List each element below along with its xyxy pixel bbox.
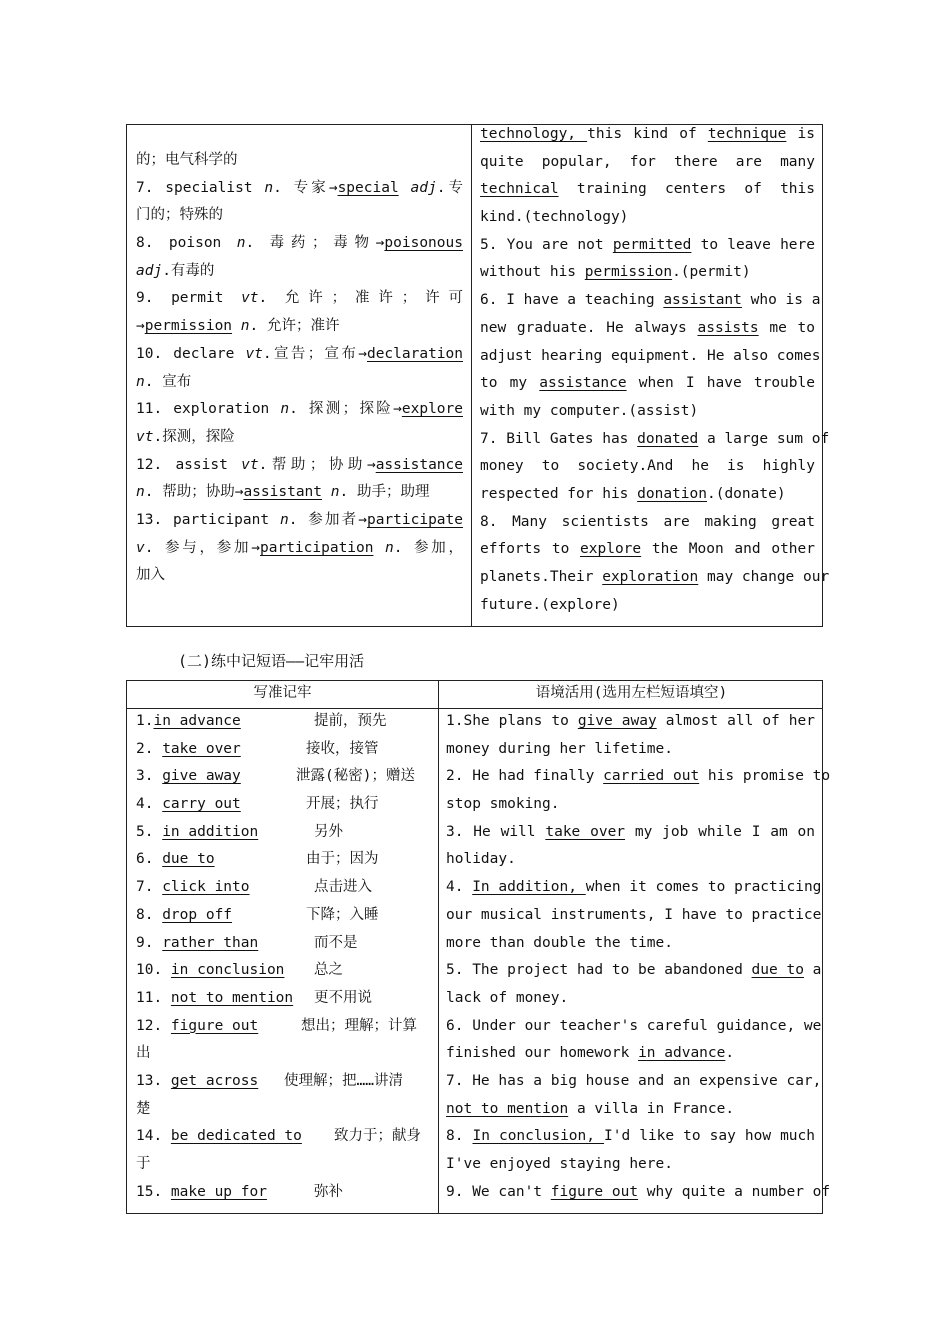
text-segment: new graduate. He always: [480, 319, 698, 336]
text-line: [446, 930, 815, 958]
text-segment: the Moon and other: [641, 541, 815, 558]
answer-blank: give away: [577, 713, 657, 729]
text-segment: . 探测；探险→: [289, 401, 402, 418]
phrase-text: take over: [162, 740, 241, 757]
phrase-meaning: 点击进入: [314, 879, 372, 896]
text-segment: .有毒的: [162, 262, 215, 279]
text-line: [480, 564, 830, 592]
text-segment: [399, 180, 411, 196]
answer-blank: due to: [751, 962, 804, 979]
text-segment: my job while I am on: [625, 823, 816, 840]
text-segment: 7. specialist: [136, 179, 265, 196]
text-line: [480, 398, 815, 426]
text-segment: with my computer.(assist): [480, 402, 699, 419]
text-line: [480, 315, 815, 343]
phrase-item: [136, 1123, 432, 1151]
text-segment: [374, 540, 386, 556]
text-segment: →: [136, 318, 145, 335]
text-segment: 6. I have a teaching: [480, 292, 664, 309]
phrase-meaning: 想出；理解；计算: [301, 1017, 417, 1034]
text-segment: 1.She plans to: [446, 713, 578, 729]
phrase-text: figure out: [170, 1017, 259, 1034]
text-segment: when I have trouble: [626, 375, 815, 392]
phrase-item: [136, 846, 432, 874]
text-line: [136, 507, 463, 535]
text-segment: 9. We can't: [446, 1183, 551, 1200]
text-line: [480, 509, 815, 537]
text-segment: [232, 318, 241, 334]
text-segment: .专: [436, 179, 463, 196]
phrase-meaning: 接收，接管: [306, 740, 379, 757]
text-segment: .(donate): [706, 485, 786, 502]
answer-blank: not to mention: [446, 1100, 569, 1117]
text-line: [136, 258, 463, 286]
vocab-right-column: [480, 121, 830, 626]
text-segment: me to: [758, 319, 815, 336]
phrase-column-divider: [438, 681, 439, 1213]
text-line: [446, 791, 815, 819]
text-segment: a large sum of: [698, 430, 830, 447]
text-segment: . 参与，参加→: [144, 539, 260, 556]
phrase-text: in addition: [162, 823, 259, 840]
text-line: [480, 426, 830, 454]
phrase-meaning: 开展；执行: [306, 796, 379, 813]
text-segment: his promise to: [699, 768, 831, 785]
text-segment: why quite a number of: [638, 1183, 831, 1200]
answer-blank: donation: [637, 485, 707, 502]
text-segment: more than double the time.: [446, 934, 673, 951]
text-line: [136, 424, 463, 452]
phrase-text: make up for: [170, 1183, 267, 1200]
phrase-item: [136, 819, 432, 847]
phrase-item: [136, 1179, 432, 1207]
text-segment: 13. participant: [136, 511, 280, 528]
phrase-left-column: [136, 708, 432, 1213]
text-segment: . 允许；准许；许可: [258, 290, 463, 307]
text-segment: training centers of this: [558, 181, 815, 198]
phrase-header-right: 语境活用(选用左栏短语填空): [535, 685, 728, 701]
answer-blank: exploration: [602, 569, 699, 585]
text-segment: 11. exploration: [136, 401, 281, 418]
part-of-speech: n: [240, 318, 250, 335]
text-line: [136, 396, 463, 424]
answer-blank: permission: [144, 318, 233, 335]
part-of-speech: n: [236, 235, 246, 252]
answer-blank: technology,: [480, 126, 588, 142]
text-line: [446, 874, 822, 902]
text-line: [136, 202, 463, 230]
answer-blank: permitted: [612, 236, 692, 253]
text-line: [446, 736, 815, 764]
answer-blank: technique: [707, 126, 787, 142]
text-segment: 加入: [136, 567, 165, 584]
text-segment: . 参加者→: [288, 511, 367, 528]
text-line: [480, 453, 815, 481]
text-line: [480, 592, 815, 620]
text-line: [480, 287, 821, 315]
phrase-number: 13.: [136, 1072, 171, 1089]
part-of-speech: n: [385, 539, 394, 556]
phrase-item: [136, 708, 432, 736]
section-title: (二)练中记短语——记牢用活: [178, 652, 365, 670]
text-segment: .: [725, 1045, 735, 1062]
part-of-speech: n: [136, 484, 145, 501]
text-line: [446, 1096, 815, 1124]
answer-blank: explore: [401, 401, 463, 418]
vocab-column-divider: [471, 125, 472, 626]
answer-blank: assistant: [243, 484, 323, 501]
phrase-meaning: 由于；因为: [306, 851, 379, 868]
text-line: [480, 176, 815, 204]
text-line: [446, 902, 822, 930]
phrase-item: [136, 763, 432, 791]
text-segment: .帮助；协助→: [258, 456, 376, 473]
text-segment: .宣告；宣布→: [262, 345, 367, 362]
phrase-number: 15.: [136, 1183, 171, 1200]
text-segment: . 专家→: [273, 179, 338, 196]
phrase-number: 9.: [136, 934, 163, 951]
text-segment: 5. You are not: [480, 236, 613, 253]
text-segment: .探测，探险: [153, 428, 235, 445]
part-of-speech: n: [136, 373, 145, 390]
text-line: [446, 846, 815, 874]
text-line: [480, 149, 815, 177]
part-of-speech: adj: [410, 179, 437, 196]
phrase-table: [126, 680, 831, 1214]
text-segment: . 参加，: [393, 539, 463, 556]
phrase-number: 4.: [136, 796, 163, 813]
phrase-number: 11.: [136, 989, 171, 1006]
phrase-meaning: 而不是: [314, 934, 358, 951]
phrase-meaning: 弥补: [314, 1183, 343, 1200]
part-of-speech: vt: [245, 345, 263, 362]
phrase-number: 3.: [136, 768, 163, 785]
answer-blank: in advance: [638, 1045, 726, 1062]
phrase-item: [136, 957, 432, 985]
answer-blank: take over: [545, 823, 626, 840]
text-segment: 9. permit: [136, 290, 242, 307]
text-segment: when it comes to practicing: [585, 879, 822, 896]
text-segment: 3. He will: [446, 823, 546, 840]
text-segment: 7. He has a big house and an expensive car,: [446, 1072, 822, 1089]
phrase-text: click into: [162, 879, 250, 896]
phrase-header-left: 写准记牢: [253, 685, 312, 701]
text-segment: I'd like to say how much: [604, 1128, 815, 1145]
answer-blank: carried out: [603, 768, 700, 785]
phrase-text: get across: [170, 1072, 259, 1089]
phrase-text: not to mention: [170, 989, 294, 1006]
answer-blank: permission: [584, 264, 673, 281]
text-segment: finished our homework: [446, 1045, 639, 1062]
phrase-right-column: [446, 708, 831, 1213]
phrase-meaning: 提前，预先: [314, 713, 387, 729]
text-segment: quite popular, for there are many: [480, 153, 815, 170]
answer-blank: assistant: [663, 292, 742, 309]
text-segment: without his: [480, 264, 585, 281]
text-segment: to leave here: [691, 236, 815, 253]
text-line: [480, 204, 815, 232]
part-of-speech: n: [264, 179, 274, 196]
part-of-speech: n: [330, 484, 340, 501]
answer-blank: figure out: [550, 1183, 639, 1200]
phrase-number: 12.: [136, 1017, 171, 1034]
text-segment: 8.: [446, 1128, 473, 1145]
phrase-item: [136, 930, 432, 958]
text-segment: 10. declare: [136, 345, 246, 362]
answer-blank: explore: [580, 541, 642, 558]
text-line: [136, 341, 463, 369]
text-segment: .(permit): [672, 264, 751, 281]
phrase-item: [136, 736, 432, 764]
text-line: [136, 452, 463, 480]
phrase-meaning: 更不用说: [314, 989, 372, 1006]
phrase-number: 14.: [136, 1128, 171, 1145]
text-segment: to my: [480, 375, 540, 392]
answer-blank: assistance: [539, 375, 627, 392]
text-segment: 的；电气科学的: [136, 152, 238, 168]
text-segment: 12. assist: [136, 456, 242, 473]
answer-blank: assistance: [375, 456, 463, 473]
text-segment: . 助手；助理: [339, 484, 430, 501]
text-segment: a villa in France.: [568, 1100, 735, 1117]
phrase-text: drop off: [162, 906, 233, 923]
phrase-number: 6.: [136, 851, 163, 868]
phrase-number: 2.: [136, 740, 163, 757]
text-segment: 6. Under our teacher's careful guidance, we: [446, 1017, 822, 1034]
answer-blank: In conclusion,: [472, 1128, 605, 1145]
text-segment: lack of money.: [446, 989, 569, 1006]
phrase-text: be dedicated to: [170, 1128, 302, 1145]
answer-blank: assists: [697, 319, 759, 336]
phrase-item: [136, 874, 432, 902]
text-line: [446, 957, 822, 985]
text-line: [480, 481, 815, 509]
text-segment: holiday.: [446, 851, 516, 868]
phrase-number: 8.: [136, 906, 163, 923]
text-segment: 8. poison: [136, 235, 237, 252]
phrase-number: 1.: [136, 713, 154, 729]
part-of-speech: vt: [241, 456, 259, 473]
phrase-meaning: 使理解；把……讲清: [284, 1072, 403, 1089]
part-of-speech: vt: [241, 290, 259, 307]
text-segment: . 帮助；协助→: [144, 484, 244, 501]
text-line: [446, 1040, 815, 1068]
text-line: [480, 232, 815, 260]
text-line: [136, 230, 463, 258]
text-segment: I've enjoyed staying here.: [446, 1156, 673, 1172]
text-segment: 8. Many scientists are making great: [480, 513, 815, 530]
text-line: [480, 370, 815, 398]
text-segment: 7. Bill Gates has: [480, 430, 638, 447]
text-segment: money during her lifetime.: [446, 740, 673, 757]
text-line: [136, 369, 463, 397]
text-line: [136, 175, 463, 203]
phrase-meaning: 另外: [314, 823, 343, 840]
text-line: [480, 121, 815, 149]
answer-blank: participate: [366, 511, 463, 528]
part-of-speech: vt: [136, 428, 154, 445]
phrase-text: due to: [162, 851, 215, 868]
text-segment: money to society.And he is highly: [480, 458, 815, 475]
answer-blank: participation: [260, 539, 374, 556]
phrase-item: [136, 791, 432, 819]
text-segment: almost all of her: [656, 713, 815, 729]
answer-blank: poisonous: [384, 235, 463, 252]
text-segment: who is a: [741, 292, 821, 309]
text-line: [446, 985, 815, 1013]
answer-blank: In addition,: [472, 879, 586, 896]
text-segment: 门的；特殊的: [136, 207, 223, 224]
phrase-meaning: 下降；入睡: [306, 906, 379, 923]
text-line: [136, 562, 463, 590]
phrase-meaning-continued: 楚: [136, 1100, 151, 1117]
phrase-number: 7.: [136, 879, 163, 896]
part-of-speech: v: [136, 539, 145, 556]
text-line: [480, 259, 815, 287]
text-line: [446, 1179, 831, 1207]
vocab-left-column: [136, 147, 463, 626]
text-segment: . 允许；准许: [249, 318, 340, 335]
text-segment: may change our: [698, 569, 830, 585]
phrase-number: 5.: [136, 823, 163, 840]
text-segment: this kind of: [587, 126, 708, 142]
text-segment: kind.(technology): [480, 209, 629, 226]
text-segment: respected for his: [480, 485, 638, 502]
text-line: [446, 1013, 822, 1041]
text-segment: 4.: [446, 879, 473, 896]
phrase-meaning: 致力于；献身: [334, 1128, 421, 1145]
text-segment: . 毒药；毒物→: [245, 235, 385, 252]
phrase-meaning-continued: 出: [136, 1045, 151, 1062]
phrase-text: rather than: [162, 934, 259, 951]
answer-blank: declaration: [366, 345, 463, 362]
text-line: [480, 536, 815, 564]
phrase-text: carry out: [162, 796, 241, 813]
text-segment: future.(explore): [480, 596, 620, 613]
phrase-meaning-continued: 于: [136, 1156, 151, 1172]
text-segment: stop smoking.: [446, 796, 560, 813]
phrase-text: in advance: [153, 713, 241, 729]
text-line: [446, 1068, 822, 1096]
phrase-item: [136, 1013, 432, 1041]
answer-blank: donated: [637, 430, 699, 447]
part-of-speech: n: [280, 401, 290, 418]
text-segment: efforts to: [480, 541, 581, 558]
text-line: [446, 1123, 815, 1151]
text-segment: 5. The project had to be abandoned: [446, 962, 752, 979]
phrase-item: [136, 985, 432, 1013]
phrase-number: 10.: [136, 962, 171, 979]
phrase-item: [136, 1068, 432, 1096]
text-segment: planets.Their: [480, 569, 603, 585]
phrase-item: [136, 902, 432, 930]
answer-blank: special: [337, 179, 399, 196]
phrase-meaning: 泄露(秘密)；赠送: [296, 768, 415, 785]
text-segment: is: [786, 126, 815, 142]
part-of-speech: adj: [136, 262, 163, 279]
phrase-text: give away: [162, 768, 241, 785]
phrase-meaning: 总之: [314, 962, 343, 979]
text-line: [136, 147, 463, 175]
part-of-speech: n: [279, 511, 289, 528]
text-line: [136, 285, 463, 313]
text-line: [136, 313, 463, 341]
text-line: [136, 535, 463, 563]
text-line: [446, 819, 815, 847]
text-segment: 2. He had finally: [446, 768, 604, 785]
text-line: [446, 708, 815, 736]
text-line: [480, 343, 821, 371]
text-segment: . 宣布: [144, 373, 192, 390]
text-line: [446, 763, 831, 791]
text-segment: a: [803, 962, 822, 979]
text-segment: our musical instruments, I have to practice: [446, 906, 822, 923]
phrase-text: in conclusion: [170, 962, 285, 979]
text-segment: [322, 484, 331, 500]
answer-blank: technical: [480, 181, 559, 198]
text-line: [446, 1151, 815, 1179]
text-segment: adjust hearing equipment. He also comes: [480, 347, 821, 364]
vocab-table: [126, 124, 830, 627]
text-line: [136, 479, 463, 507]
